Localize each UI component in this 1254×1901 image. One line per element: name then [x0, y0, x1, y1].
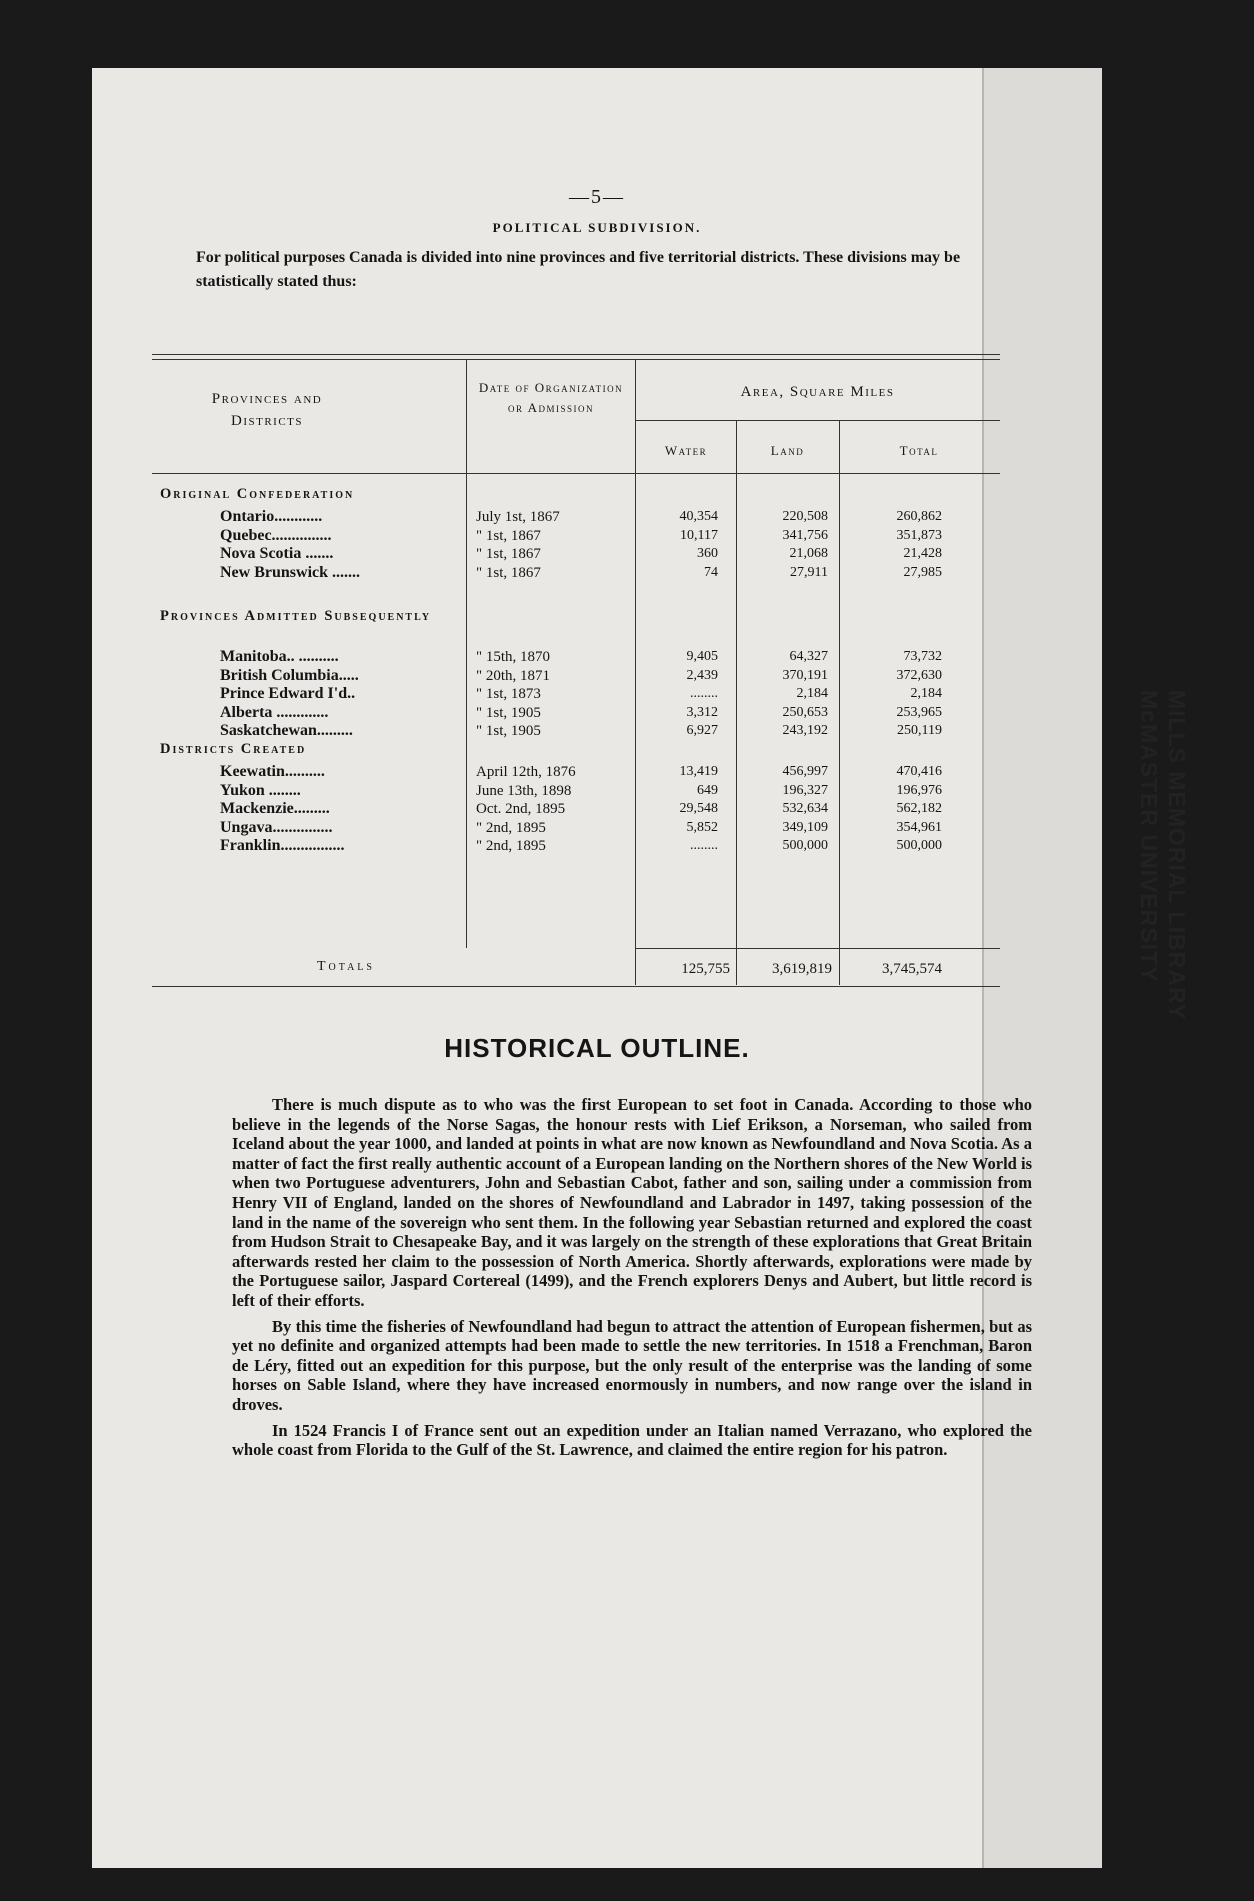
- row-date: " 2nd, 1895: [476, 819, 546, 836]
- row-date: Oct. 2nd, 1895: [476, 801, 566, 817]
- row-water: 29,548: [679, 801, 718, 816]
- row-total: 27,985: [903, 564, 942, 580]
- page-gutter: [982, 68, 1102, 1868]
- row-land: 243,192: [782, 723, 828, 738]
- table-col-divider: [635, 360, 636, 985]
- total-land: 3,619,819: [772, 961, 832, 977]
- total-water: 125,755: [681, 961, 730, 977]
- row-land: 27,911: [790, 564, 828, 580]
- row-water: ........: [690, 686, 718, 701]
- row-land: 21,068: [789, 546, 828, 561]
- row-total: 196,976: [896, 782, 942, 798]
- paragraph: There is much dispute as to who was the first European to set foot in Canada. According to those who believe in the legends of the Norse Sagas, the honour rests with Lief Erikson, a Norseman, who sailed from Iceland about the year 1000, and landed at points in what are now known as Newfoundland and Nova Scotia. As a matter of fact the first really authentic account of a European landing on the Northern shores of the New World is when two Portuguese adventurers, John and Sebastian Cabot, father and son, sailing under a commission from Henry VII of England, landed on the shores of Newfoundland and Labrador in 1497, taking possession of the land in the name of the sovereign who sent them. In the following year Sebastian returned and explored the coast from Hudson Strait to Chesapeake Bay, and it was largely on the strength of these explorations that Great Britain afterwards rested her claim to the possession of North America. Shortly afterwards, explorations were made by the Portuguese sailor, Jaspard Cortereal (1499), and the French explorers Denys and Aubert, but little record is left of their efforts.: [232, 1095, 1032, 1310]
- row-land: 532,634: [782, 801, 828, 816]
- row-date: " 1st, 1867: [476, 564, 541, 581]
- row-total: 372,630: [896, 667, 942, 683]
- historical-outline-title: HISTORICAL OUTLINE.: [444, 1033, 750, 1063]
- table-group-label: Original Confederation: [160, 486, 355, 502]
- row-name: Alberta .............: [220, 703, 329, 721]
- row-name: Mackenzie.........: [220, 800, 330, 817]
- section-heading: POLITICAL SUBDIVISION.: [492, 220, 702, 235]
- paragraph: By this time the fisheries of Newfoundland had begun to attract the attention of European fishermen, but as yet no definite and organized attempts had been made to settle the new territories. In 1518 a Frenchman, Baron de Léry, fitted out an expedition for this purpose, but the only result of the enterprise was the landing of some horses on Sable Island, where they have increased enormously in numbers, and now range over the island in droves.: [232, 1316, 1032, 1414]
- row-water: 6,927: [686, 723, 718, 738]
- col-header-land: Land: [770, 443, 805, 458]
- table-group-label: Districts Created: [160, 741, 307, 757]
- row-total: 354,961: [896, 819, 942, 835]
- row-water: 10,117: [680, 527, 718, 543]
- row-date: July 1st, 1867: [476, 509, 560, 525]
- table-col-divider: [839, 420, 840, 985]
- intro-paragraph: For political purposes Canada is divided into nine provinces and five territorial districts. These divisions may be statistically stated thus:: [196, 249, 961, 290]
- col-header-water: Water: [664, 443, 708, 458]
- row-water: 5,852: [686, 819, 718, 835]
- row-total: 351,873: [896, 527, 942, 543]
- row-name: Ontario............: [220, 508, 323, 525]
- row-total: 2,184: [910, 686, 942, 701]
- table-col-divider: [466, 360, 467, 948]
- table-top-rule: [152, 354, 1000, 355]
- row-date: " 15th, 1870: [476, 649, 551, 665]
- row-name: Saskatchewan.........: [220, 722, 353, 739]
- row-water: 360: [697, 546, 718, 561]
- row-name: Quebec...............: [220, 526, 332, 544]
- row-date: " 1st, 1905: [476, 704, 541, 721]
- page-number: —5—: [569, 186, 625, 208]
- col-header-total: Total: [899, 443, 939, 458]
- row-date: " 2nd, 1895: [476, 838, 546, 854]
- row-water: 3,312: [686, 704, 718, 720]
- table-bottom-rule: [152, 986, 1000, 987]
- col-header-date: Date of Organization or Admission: [478, 380, 624, 415]
- row-water: 9,405: [686, 649, 718, 664]
- row-date: " 1st, 1867: [476, 546, 541, 562]
- table-top-rule-2: [152, 359, 1000, 360]
- row-water: 13,419: [679, 764, 718, 779]
- row-date: June 13th, 1898: [476, 782, 572, 799]
- total-total: 3,745,574: [882, 961, 942, 977]
- row-land: 349,109: [782, 819, 828, 835]
- row-water: 649: [697, 782, 718, 798]
- table-col-divider: [736, 420, 737, 985]
- stamp-line-2: McMASTER UNIVERSITY: [1136, 690, 1162, 983]
- row-total: 250,119: [897, 723, 942, 738]
- row-land: 500,000: [782, 838, 828, 853]
- row-water: 2,439: [686, 667, 718, 683]
- table-group-label: Provinces Admitted Subsequently: [160, 608, 432, 624]
- row-name: Franklin................: [220, 837, 345, 854]
- row-name: Yukon ........: [220, 781, 301, 799]
- row-land: 64,327: [789, 649, 828, 664]
- row-name: Keewatin..........: [220, 763, 325, 780]
- row-total: 260,862: [896, 509, 942, 524]
- totals-rule: [635, 948, 1000, 949]
- row-land: 250,653: [782, 704, 828, 720]
- row-name: Ungava...............: [220, 818, 333, 836]
- historical-text: [232, 1095, 1032, 1460]
- totals-label: Totals: [317, 959, 375, 974]
- row-total: 253,965: [896, 704, 942, 720]
- col-header-provinces: Provinces and Districts: [211, 391, 323, 429]
- header-bottom-rule: [152, 473, 1000, 474]
- row-name: Prince Edward I'd..: [220, 685, 356, 702]
- row-land: 341,756: [782, 527, 828, 543]
- row-date: April 12th, 1876: [476, 764, 576, 780]
- row-land: 370,191: [782, 667, 828, 683]
- row-date: " 20th, 1871: [476, 667, 551, 684]
- row-total: 73,732: [903, 649, 942, 664]
- row-total: 21,428: [903, 546, 942, 561]
- row-land: 196,327: [782, 782, 828, 798]
- row-water: 74: [704, 564, 718, 580]
- col-header-area: Area, Square Miles: [740, 384, 895, 400]
- row-total: 500,000: [896, 838, 942, 853]
- row-land: 220,508: [782, 509, 828, 524]
- row-name: British Columbia.....: [220, 666, 359, 684]
- row-total: 562,182: [896, 801, 942, 816]
- row-total: 470,416: [896, 764, 942, 779]
- paragraph: In 1524 Francis I of France sent out an expedition under an Italian named Verrazano, who explored the whole coast from Florida to the Gulf of the St. Lawrence, and claimed the entire region for his patron.: [232, 1420, 1032, 1460]
- row-name: New Brunswick .......: [220, 563, 361, 581]
- area-header-rule: [635, 420, 1000, 421]
- row-date: " 1st, 1905: [476, 723, 541, 739]
- row-land: 2,184: [796, 686, 828, 701]
- row-date: " 1st, 1873: [476, 686, 541, 702]
- row-name: Nova Scotia .......: [220, 545, 334, 562]
- row-date: " 1st, 1867: [476, 527, 541, 544]
- row-water: 40,354: [679, 509, 718, 524]
- library-stamp: [1112, 690, 1194, 1110]
- document-page: [92, 68, 1102, 1868]
- stamp-line-1: MILLS MEMORIAL LIBRARY: [1164, 690, 1190, 1020]
- row-name: Manitoba.. ..........: [220, 648, 339, 665]
- row-land: 456,997: [782, 764, 828, 779]
- row-water: ........: [690, 838, 718, 853]
